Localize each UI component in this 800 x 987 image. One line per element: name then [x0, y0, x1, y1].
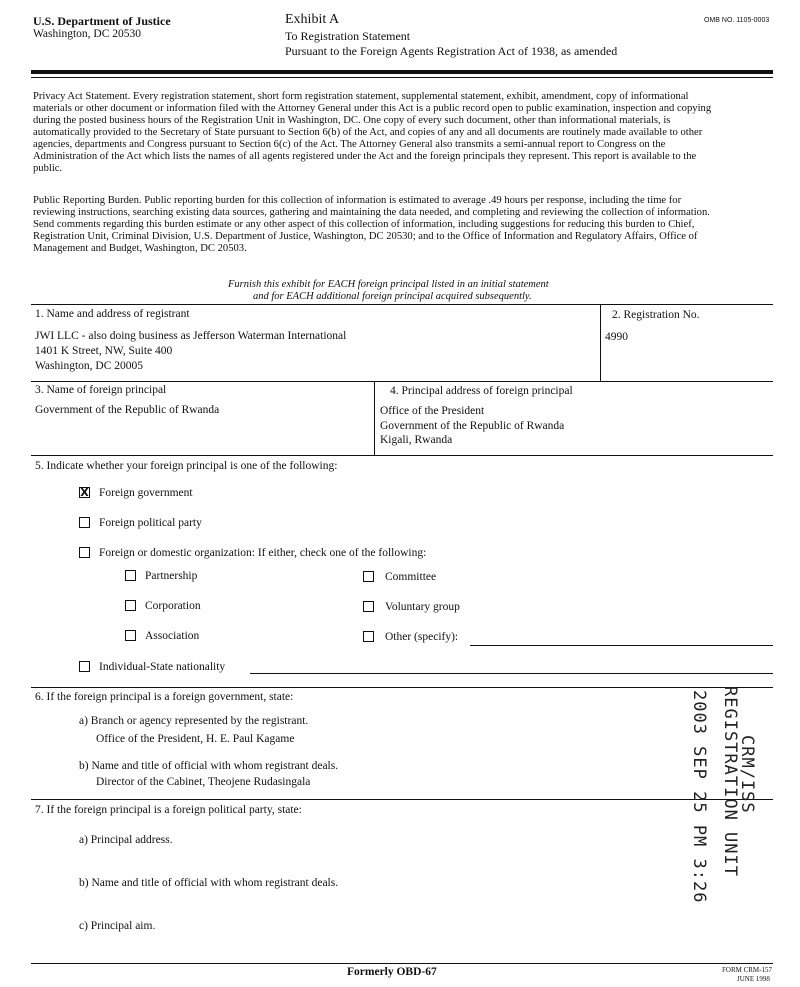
- association-checkbox[interactable]: [125, 630, 136, 641]
- header-rule-thin: [31, 77, 773, 78]
- grid-line: [31, 687, 773, 688]
- principal-address-2: Government of the Republic of Rwanda: [380, 420, 565, 432]
- partnership-label: Partnership: [145, 570, 198, 582]
- instruction-line-2: and for EACH additional foreign principal acquired subsequently.: [253, 291, 532, 302]
- other-label: Other (specify):: [385, 631, 459, 643]
- corporation-checkbox[interactable]: [125, 600, 136, 611]
- registration-number: 4990: [605, 331, 628, 343]
- organization-label: Foreign or domestic organization: If either, check one of the following:: [99, 547, 427, 559]
- privacy-line-4: automatically provided to the Secretary of State pursuant to Section 6(b) of the Act, and copies of any and all documents are routinely made available to other: [33, 127, 703, 138]
- committee-checkbox[interactable]: [363, 571, 374, 582]
- footer-rule: [31, 963, 773, 964]
- privacy-line-2: materials or other document or information filed with the Attorney General under this Act is a public record open to public examination, inspection and copying: [33, 103, 712, 114]
- other-specify-field[interactable]: [470, 645, 773, 646]
- burden-line-1: Public Reporting Burden. Public reporting burden for this collection of information is estimated to average .49 hours per response, including the time for: [33, 195, 682, 206]
- q6b-value: Director of the Cabinet, Theojene Rudasingala: [96, 776, 311, 788]
- grid-line: [600, 304, 601, 381]
- exhibit-title: Exhibit A: [285, 12, 340, 27]
- organization-checkbox[interactable]: [79, 547, 90, 558]
- formerly-label: Formerly OBD-67: [347, 966, 437, 978]
- grid-line: [374, 381, 375, 455]
- privacy-line-6: Administration of the Act which lists the names of all agents registered under the Act and the foreign principals they represent. This report is available to the: [33, 151, 697, 162]
- registrant-city: Washington, DC 20005: [35, 360, 144, 372]
- committee-label: Committee: [385, 571, 437, 583]
- exhibit-subtitle-2: Pursuant to the Foreign Agents Registration Act of 1938, as amended: [285, 44, 618, 58]
- association-label: Association: [145, 630, 200, 642]
- stamp-line-1: CRM/ISS: [737, 735, 757, 814]
- q1-label: 1. Name and address of registrant: [35, 308, 190, 320]
- form-date: JUNE 1998: [737, 975, 770, 983]
- privacy-line-1: Privacy Act Statement. Every registration statement, short form registration statement, supplemental statement, exhibit, amendment, copy of informational: [33, 91, 689, 102]
- q5-label: 5. Indicate whether your foreign principal is one of the following:: [35, 460, 338, 472]
- q3-label: 3. Name of foreign principal: [35, 384, 167, 396]
- q6a-label: a) Branch or agency represented by the registrant.: [79, 715, 309, 727]
- corporation-label: Corporation: [145, 600, 201, 612]
- partnership-checkbox[interactable]: [125, 570, 136, 581]
- privacy-line-5: agencies, departments and Congress pursuant to Section 6(c) of the Act. The Attorney General also transmits a semi-annual report to Congress on the: [33, 139, 666, 150]
- foreign-political-party-checkbox[interactable]: [79, 517, 90, 528]
- registrant-name: JWI LLC - also doing business as Jefferson Waterman International: [35, 330, 347, 342]
- foreign-government-checkbox[interactable]: X: [80, 486, 89, 499]
- stamp-line-3: 2003 SEP 25 PM 3:26: [689, 690, 709, 904]
- burden-line-2: reviewing instructions, searching existing data sources, gathering and maintaining the data needed, and completing and reviewing the collection of information.: [33, 207, 710, 218]
- q7a-label: a) Principal address.: [79, 834, 173, 846]
- q6-label: 6. If the foreign principal is a foreign government, state:: [35, 691, 294, 703]
- other-checkbox[interactable]: [363, 631, 374, 642]
- q7-label: 7. If the foreign principal is a foreign political party, state:: [35, 804, 302, 816]
- exhibit-subtitle-1: To Registration Statement: [285, 29, 411, 43]
- grid-line: [31, 455, 773, 456]
- q7b-label: b) Name and title of official with whom registrant deals.: [79, 877, 339, 889]
- grid-line: [31, 799, 773, 800]
- principal-address-1: Office of the President: [380, 405, 485, 417]
- grid-line: [31, 304, 773, 305]
- q7c-label: c) Principal aim.: [79, 920, 156, 932]
- agency-address: Washington, DC 20530: [33, 28, 142, 40]
- header-rule: [31, 70, 773, 74]
- q2-label: 2. Registration No.: [612, 309, 700, 321]
- omb-number: OMB NO. 1105-0003: [704, 17, 770, 24]
- instruction-line-1: Furnish this exhibit for EACH foreign principal listed in an initial statement: [228, 279, 549, 290]
- principal-address-3: Kigali, Rwanda: [380, 434, 453, 446]
- grid-line: [31, 381, 773, 382]
- burden-line-3: Send comments regarding this burden estimate or any other aspect of this collection of information, including suggestions for reducing this burden to Chief,: [33, 219, 695, 230]
- registrant-street: 1401 K Street, NW, Suite 400: [35, 345, 173, 357]
- individual-checkbox[interactable]: [79, 661, 90, 672]
- q6a-value: Office of the President, H. E. Paul Kagame: [96, 733, 295, 745]
- burden-line-5: Management and Budget, Washington, DC 20503.: [33, 243, 247, 254]
- voluntary-group-label: Voluntary group: [385, 601, 460, 613]
- privacy-line-7: public.: [33, 163, 63, 174]
- stamp-line-2: REGISTRATION UNIT: [720, 686, 740, 877]
- burden-line-4: Registration Unit, Criminal Division, U.S. Department of Justice, Washington, DC 20530; and to the Office of Information and Regulatory Affairs, Office of: [33, 231, 698, 242]
- individual-label: Individual-State nationality: [99, 661, 226, 673]
- foreign-political-party-label: Foreign political party: [99, 517, 202, 529]
- form-number: FORM CRM-157: [722, 966, 772, 974]
- nationality-field[interactable]: [250, 673, 773, 674]
- q6b-label: b) Name and title of official with whom registrant deals.: [79, 760, 339, 772]
- agency-name: U.S. Department of Justice: [33, 14, 171, 28]
- foreign-government-label: Foreign government: [99, 487, 193, 499]
- voluntary-group-checkbox[interactable]: [363, 601, 374, 612]
- q4-label: 4. Principal address of foreign principal: [390, 385, 573, 397]
- privacy-line-3: during the posted business hours of the Registration Unit in Washington, DC. One copy of every such document, other than informational materials, is: [33, 115, 671, 126]
- foreign-principal-name: Government of the Republic of Rwanda: [35, 404, 220, 416]
